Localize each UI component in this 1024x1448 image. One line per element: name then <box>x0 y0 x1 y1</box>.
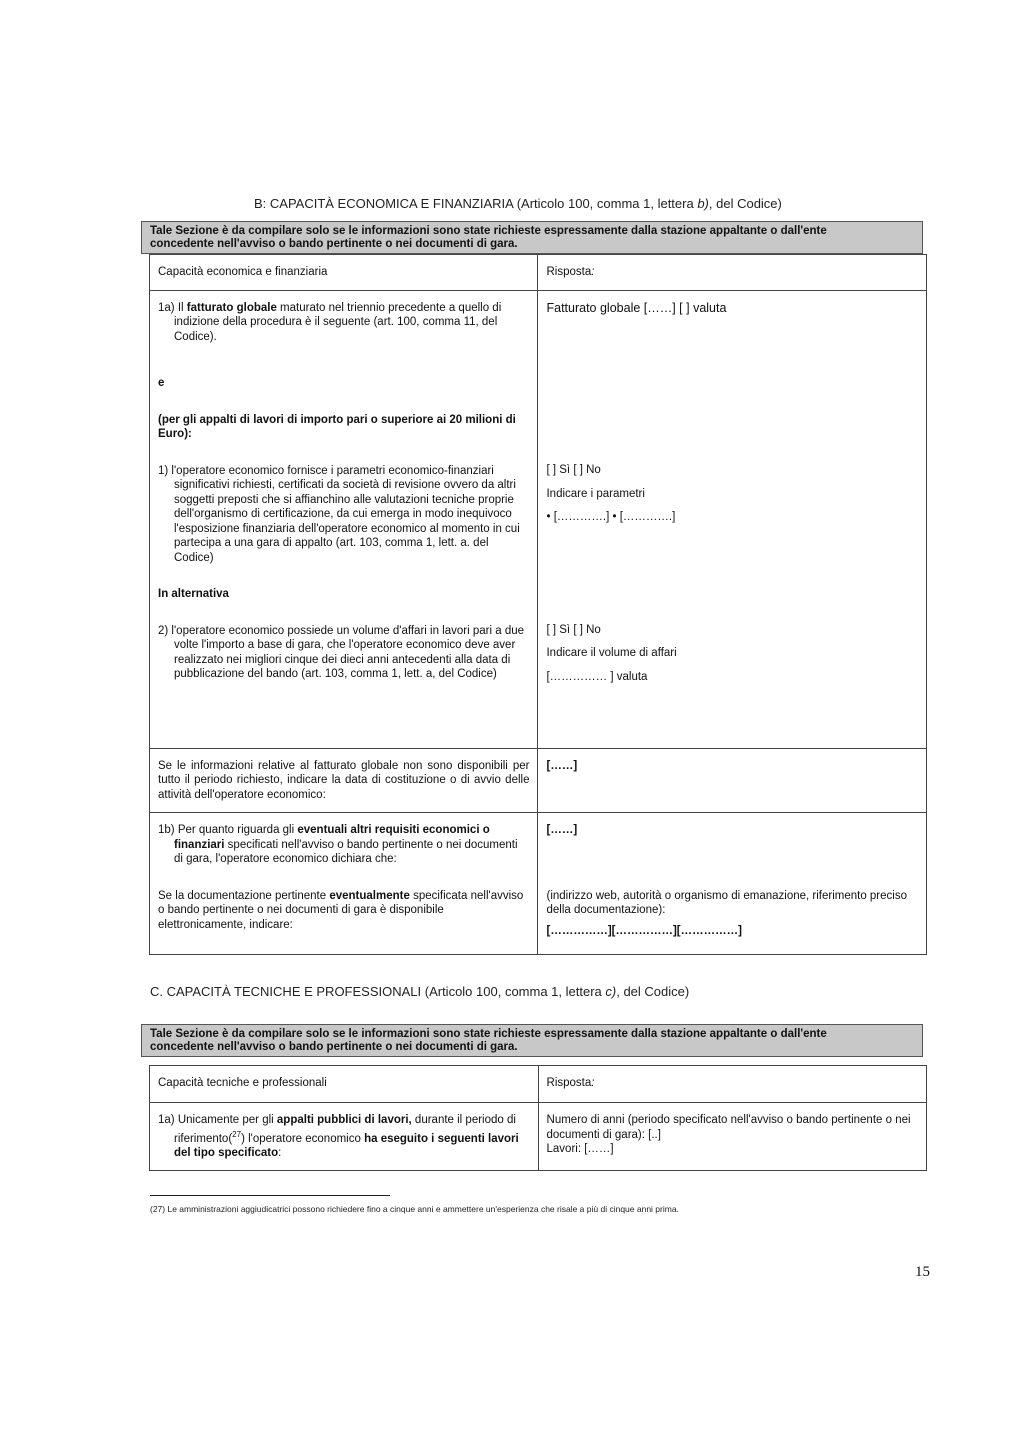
section-b-row-startdate <box>150 748 927 813</box>
q1b-bold: eventuali altri requisiti economici o finanziari <box>174 824 490 851</box>
q1a-post: maturato nel triennio precedente a quello di indizione della procedura è il seguente (art. 100, comma 11, del Codice). <box>174 301 502 343</box>
electronic-doc-field[interactable]: [……………][……………][……………] <box>546 924 742 937</box>
turnover-answer-field[interactable]: Fatturato globale [……] [ ] valuta <box>546 300 727 315</box>
works-q-mid2: ) l'operatore economico <box>241 1132 365 1145</box>
q1b-pre: 1b) Per quanto riguarda gli <box>158 824 298 836</box>
section-b-row-turnover <box>150 290 927 748</box>
section-c-table <box>149 1065 927 1171</box>
years-field[interactable]: Numero di anni (periodo specificato nell'avviso o bando pertinente o nei documenti di gara): [..] <box>546 1114 911 1141</box>
footnote-separator <box>150 1195 390 1196</box>
section-c-notice-line1: Tale Sezione è da compilare solo se le informazioni sono state richieste espressamente dalla stazione appaltante o dall'ente <box>150 1028 827 1040</box>
works-answer <box>538 1103 926 1171</box>
works-q-bold2: ha eseguito i seguenti lavori del tipo specificato <box>174 1132 519 1159</box>
other-requirements-answer <box>538 813 927 955</box>
section-b-row-other-requirements <box>150 813 927 955</box>
q1a-bold: fatturato globale <box>186 301 277 314</box>
section-b-title-letter: b) <box>697 196 709 211</box>
section-b-turnover-question <box>150 290 538 748</box>
q1b-post: specificati nell'avviso o bando pertinente o nei documenti di gara, l'operatore economico dichiara che: <box>174 838 518 865</box>
section-c-row-works <box>150 1103 927 1171</box>
option-2-text: 2) l'operatore economico possiede un volume d'affari in lavori pari a due volte l'importo a base di gara, che l'operatore economico deve aver realizzato nei migliori cinque dei dieci anni antecedenti alla data di pubblicazione del bando (art. 103, comma 1, lett. a, del Codice) <box>158 624 525 680</box>
works-q-bold1: appalti pubblici di lavori, <box>276 1114 412 1126</box>
q2-pre: Se la documentazione pertinente <box>158 889 330 902</box>
startdate-question: Se le informazioni relative al fatturato globale non sono disponibili per tutto il periodo richiesto, indicare la data di costituzione o di avvio delle attività dell'operatore economico: <box>150 748 538 813</box>
option-1-parameters-field[interactable]: • [………….] • [………….] <box>546 511 676 523</box>
startdate-answer-field[interactable]: [……] <box>538 748 927 813</box>
section-b-col-right-header <box>538 255 927 291</box>
option-1-text: 1) l'operatore economico fornisce i parametri economico-finanziari significativi richiesti, certificati da società di revisione ovvero da altri soggetti preposti che si affianchino alle valutazioni tecniche proprie dell'organismo di certificazione, da cui emerga in modo inequivoco l'esposizione finanziaria dell'operatore economico al momento in cui partecipa a una gara di appalto (art. 103, comma 1, lett. a. del Codice) <box>158 464 520 564</box>
works-question <box>150 1103 539 1171</box>
section-b-notice-line1: Tale Sezione è da compilare solo se le informazioni sono state richieste espressamente dalla stazione appaltante o dall'ente <box>150 225 827 237</box>
risposta-label-c: Risposta <box>546 1077 592 1089</box>
other-requirements-question <box>150 813 538 955</box>
page-number: 15 <box>915 1264 930 1280</box>
footnote-27: (27) Le amministrazioni aggiudicatrici possono richiedere fino a cinque anni e ammettere un'esperienza che risale a più di cinque anni prima. <box>150 1204 679 1214</box>
option-2-volume-field[interactable]: […………… ] valuta <box>546 670 648 683</box>
option-2-volume-label: Indicare il volume di affari <box>546 647 677 659</box>
works-question-text <box>158 1113 530 1160</box>
works-q-end: : <box>278 1146 282 1159</box>
risposta-label: Risposta <box>546 266 592 278</box>
works-field[interactable]: Lavori: [……] <box>546 1143 614 1155</box>
electronic-doc-question <box>158 889 529 933</box>
section-c-title-text: C. CAPACITÀ TECNICHE E PROFESSIONALI (Articolo 100, comma 1, lettera <box>150 984 606 999</box>
section-b-title-suffix: , del Codice) <box>708 196 782 211</box>
section-b-col-left-header: Capacità economica e finanziaria <box>150 255 538 291</box>
section-c-col-left-header: Capacità tecniche e professionali <box>150 1066 539 1103</box>
q1a-pre: 1a) Il <box>158 301 187 314</box>
section-b-table <box>149 254 927 955</box>
alternative-label: In alternativa <box>158 588 229 600</box>
works-q-mid: durante il periodo di riferimento( <box>174 1114 516 1145</box>
q1b-text <box>158 823 529 867</box>
large-contracts-label: (per gli appalti di lavori di importo pari o superiore ai 20 milioni di Euro): <box>158 413 516 440</box>
option-2-yesno[interactable]: [ ] Sì [ ] No <box>546 623 601 636</box>
other-requirements-field[interactable]: [……] <box>546 824 578 836</box>
risposta-colon: : <box>591 266 595 278</box>
risposta-colon-c: : <box>591 1077 595 1089</box>
option-1-parameters-label: Indicare i parametri <box>546 487 645 500</box>
q2-post: specificata nell'avviso o bando pertinente o nei documenti di gara è disponibile elettronicamente, indicare: <box>158 889 524 931</box>
q2-bold: eventualmente <box>329 889 410 902</box>
section-c-title-suffix: , del Codice) <box>616 984 690 999</box>
section-c-notice-line2: concedente nell'avviso o bando pertinente o nei documenti di gara. <box>150 1041 518 1053</box>
works-q-pre: 1a) Unicamente per gli <box>158 1114 277 1126</box>
section-c-col-right-header <box>538 1066 926 1103</box>
section-c-title-letter: c) <box>605 984 617 999</box>
electronic-doc-hint: (indirizzo web, autorità o organismo di emanazione, riferimento preciso della documentazione): <box>546 889 907 916</box>
section-b-header-row <box>150 255 927 291</box>
q1a-text <box>158 301 529 345</box>
section-c-title <box>150 984 689 999</box>
and-label: e <box>158 377 165 389</box>
section-b-title-text: B: CAPACITÀ ECONOMICA E FINANZIARIA (Articolo 100, comma 1, lettera <box>254 196 698 211</box>
section-b-notice-line2: concedente nell'avviso o bando pertinente o nei documenti di gara. <box>150 238 518 250</box>
option-1-yesno[interactable]: [ ] Sì [ ] No <box>546 464 601 476</box>
section-b-title <box>254 196 782 211</box>
section-c-notice <box>141 1024 923 1057</box>
section-b-notice <box>141 221 923 254</box>
section-c-header-row <box>150 1066 927 1103</box>
footnote-ref: 27 <box>232 1129 242 1139</box>
section-b-turnover-answer <box>538 290 927 748</box>
